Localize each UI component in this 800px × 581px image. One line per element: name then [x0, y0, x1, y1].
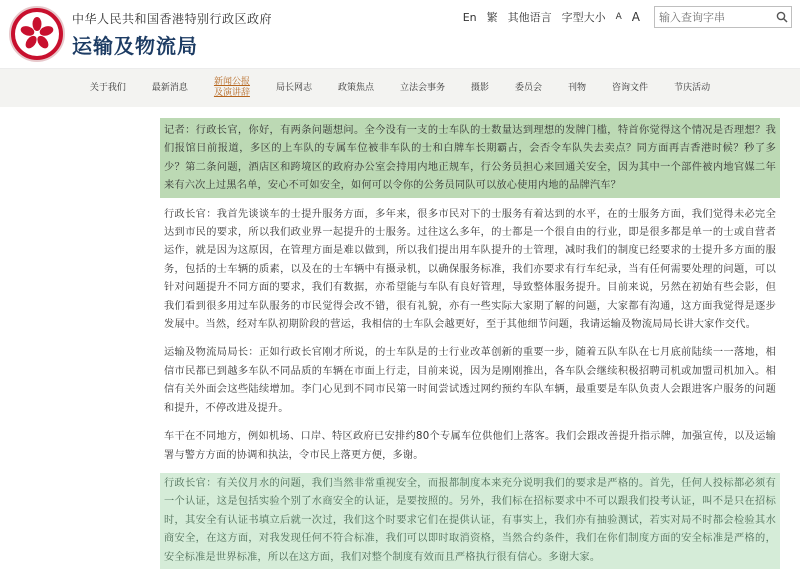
- main-navigation: [0, 69, 800, 107]
- nav-festivals[interactable]: 节庆活动: [674, 82, 711, 93]
- nav-consultation[interactable]: 咨询文件: [612, 82, 649, 93]
- nav-legco[interactable]: 立法会事务: [399, 82, 445, 93]
- search-icon[interactable]: [773, 7, 791, 27]
- bureau-name[interactable]: 运输及物流局: [72, 34, 198, 58]
- hksar-emblem-icon[interactable]: [9, 6, 65, 62]
- nav-press-releases[interactable]: 新闻公报 及演讲辞: [213, 77, 250, 98]
- nav-latest-news[interactable]: 最新消息: [151, 82, 188, 93]
- paragraph-secretary-answer: 运输及物流局局长：正如行政长官刚才所说，的士车队是的士行业改革创新的重要一步，随着五队车队在七月底前陆续一一落地，相信市民都已到越多车队不同品质的车辆在市面上行走，目前来说，因为是刚刚推出，各车队会继续积极招聘司机或加盟司机加入。相信有关外面会这些陆续增加。李门心见到不同市民第一时间尝试透过网约预约车队车辆，最重要是车队负责人会跟进客户服务的问题和提升，不停改进及提升。: [164, 347, 776, 414]
- search-box: [654, 6, 792, 28]
- site-title: [72, 10, 272, 59]
- nav-publications[interactable]: 刊物: [568, 82, 587, 93]
- lang-en-link[interactable]: En: [462, 10, 477, 24]
- government-name: 中华人民共和国香港特别行政区政府: [72, 12, 273, 26]
- lang-tc-link[interactable]: 繁: [486, 11, 498, 24]
- paragraph-reporter-question: 记者：行政长官，你好，有两条问题想问。全今没有一支的士车队的士数量达到理想的发牌门槛，特首你觉得这个情况是否理想？我们报馆日前报道，多区的上车队的专属车位被非车队的士和白牌车长期霸占，会否令车队失去卖点？同方面再吉香港时候？秒了多少？第二条问题，酒店区和跨境区的政府办公室会持用内地正规车，行公务员担心来回通关安全，因为其中一个部件被内地官媒二年来有六次上过黑名单，安心不可如安全，如何可以令你的公务员同队可以放心使用内地的品牌汽车？: [160, 118, 780, 198]
- press-release-content: [160, 118, 780, 575]
- paragraph-ce-answer: 行政长官：我首先谈谈车的士提升服务方面，多年来，很多市民对下的士服务有着达到的水平，在的士服务方面，我们觉得未必完全达到市民的要求，所以我们政业界一起提升的士服务。过往这么多年，的士都是一个很自由的行业，即是很多都是单一的士或自营者运作，就是因为这原因，在管理方面是难以做到，所以我们提出用车队提升的士管理，减时我们的制度已经要求的士提升多方面的服务，包括的士车辆的质素，以及在的士车辆中有摄录机，以确保服务标准，我们亦要求有行车纪录，当有任何需要处理的问题，可以针对问题提升不同方面的要求，我们有数据，亦希望能与车队有良好管理，导致整体服务提升。目前来说，另然在初始有些会影，但我们看到很多用过车队服务的市民觉得会改不错，很有礼貌，亦有一些实际大家期了解的问题，大家都有沟通，这方面我觉得是逐步发展中。当然，经对车队初期阶段的营运，我相信的士车队会越更好，至于其他细节问题，我请运输及物流局局长讲大家作交代。: [164, 208, 776, 331]
- paragraph-ce-answer-safety: 行政长官：有关仪月水的问题，我们当然非常重视安全，而报都制度本来充分说明我们的要求是严格的。首先，任何人投标都必须有一个认证，这是包括实验个别了水商安全的认证，是要按照的。另外，我们标在招标要求中不可以跟我们投考认证，叫不是只在招标时，其安全有认证书填立后就一次过，我们这个时要求它们在提供认证，有事实上，我们亦有抽验测试，若实对局不时都会检验其水商安全，在这方面，对我发现任何不符合标准，我们可以即时取消资格，当然合约条件，我们在你们制度方面的安全标准是严格的，安全标准是世界标准，所以在这方面，我们对整个制度有效而且严格执行很有信心。多谢大家。: [160, 473, 780, 569]
- font-small-button[interactable]: A: [615, 12, 622, 22]
- nav-photos[interactable]: 摄影: [471, 82, 490, 93]
- utility-bar: [461, 6, 792, 28]
- paragraph-secretary-continued: 车干在不同地方，例如机场、口岸、特区政府已安排约80个专属车位供他们上落客。我们会跟改善提升指示牌，加强宣传，以及运输署与警方方面的协调和执法，令市民上落更方便，多谢。: [164, 431, 776, 461]
- font-size-label: 字型大小: [561, 11, 606, 24]
- nav-committees[interactable]: 委员会: [515, 82, 543, 93]
- nav-about-us[interactable]: 关于我们: [89, 82, 126, 93]
- nav-policy-focus[interactable]: 政策焦点: [337, 82, 374, 93]
- search-input[interactable]: [655, 11, 773, 24]
- nav-blog[interactable]: 局长网志: [275, 82, 312, 93]
- site-header: [0, 0, 800, 69]
- font-large-button[interactable]: A: [631, 10, 640, 24]
- other-language-link[interactable]: 其他语言: [507, 11, 552, 24]
